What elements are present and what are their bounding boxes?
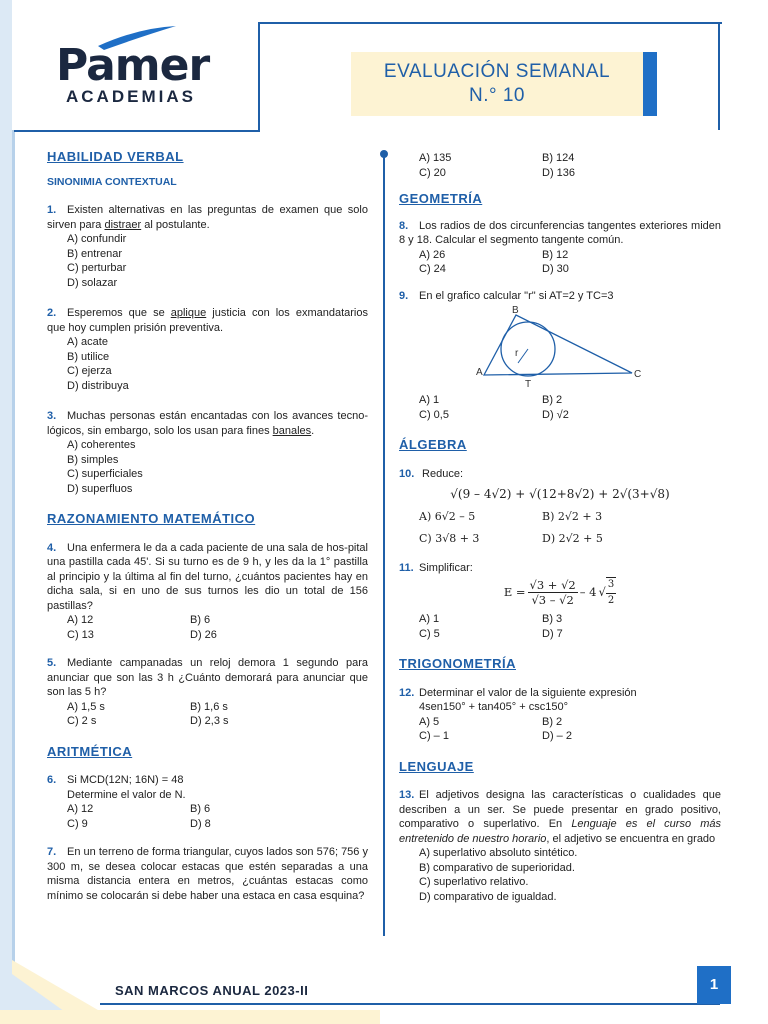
option: A) superlativo absoluto sintético. [419,847,578,859]
options-grid [399,510,721,547]
radius-label: r [515,348,519,359]
page-title [351,60,643,108]
question-text: En el grafico calcular "r" si AT=2 y TC=3 [419,289,614,302]
section-title: LENGUAJE [399,758,474,774]
question-number: 4. [47,541,57,554]
option: D) superfluos [67,482,133,495]
option: D) comparativo de igualdad. [419,890,557,903]
option: B) simples [67,453,119,466]
section-title: GEOMETRÍA [399,191,483,206]
options-grid [399,248,721,277]
fraction-denominator: 2 [607,594,615,606]
math-text: E = [503,585,526,600]
question-text: Muchas personas están encantadas con los avances tecno-lógicos, sin embargo, solo los usan para fines [47,410,368,437]
question-4 [47,541,368,614]
options-grid [47,613,368,642]
vertex-c-label: C [634,369,642,380]
options-grid [399,612,721,641]
option: B) 2 [542,715,563,728]
question-text: Si MCD(12N; 16N) = 48 [67,774,184,786]
option: B) comparativo de superioridad. [419,861,575,874]
option: C) superficiales [67,468,143,480]
option: B) 6 [190,803,211,815]
option: B) 2√2 + 3 [542,509,603,523]
option: C) 9 [67,817,88,830]
math-text: – 4 [579,585,597,600]
question-number: 13. [399,789,415,801]
option: D) distribuya [67,379,129,392]
question-6 [47,773,368,788]
left-decor-line [12,130,15,1024]
vertex-b-label: B [512,305,519,316]
question-number: 1. [47,204,57,216]
option: C) ejerza [67,365,112,377]
options-grid [399,393,721,422]
italic-example: Lenguaje es el curso más entretenido de nuestro horario [399,818,721,845]
question-number: 7. [47,846,57,858]
question-text: El adjetivos designa las características o cualidades que describen a un ser. Se puede presentar en grado positivo, comparativo o superlativo. En [399,789,721,830]
question-text: Una enfermera le da a cada paciente de una sala de hos-pital una pastilla cada 45'. Si su turno es de 9 h, y les da la 1° pastilla al principio y la última al fin del turno, ¿cuántos pacientes hay en dicha sala, si en uno de sus turnos les dio un total de 156 pastillas? [47,541,368,612]
footer-line [100,1003,720,1005]
question-1 [47,203,368,232]
question-number: 2. [47,307,57,319]
question-text: Simplificar: [419,561,473,574]
option: B) utilice [67,350,110,363]
option: C) 0,5 [419,408,449,421]
fraction-numerator: 3 [606,578,616,594]
section-title: RAZONAMIENTO MATEMÁTICO [47,511,256,526]
fraction [606,577,616,608]
option: B) 124 [542,152,575,164]
option: D) √2 [542,408,569,421]
question-text: , el adjetivo se encuentra en grado [546,832,716,845]
option: A) 26 [419,248,446,261]
option: B) 1,6 s [190,700,228,713]
fraction-numerator: √3 + √2 [529,577,576,592]
question-number: 12. [399,686,415,699]
left-decor-strip [0,0,12,1024]
question-text: Existen alternativas en las preguntas de examen que solo sirven para [47,204,368,231]
question-text: justicia con los exmandatarios que hoy cumplen prisión preventiva. [47,307,368,334]
question-text: Determine el valor de N. [67,788,186,801]
fraction [528,578,578,608]
frame-line [14,130,260,132]
option: A) 12 [67,614,94,626]
question-text: Esperemos que se [67,307,171,319]
option: C) superlativo relativo. [419,876,529,888]
vertex-a-label: A [476,367,483,378]
option: A) confundir [67,233,127,245]
logo-subtitle: ACADEMIAS [66,87,196,106]
question-7 [47,845,368,903]
option: D) 136 [542,166,576,179]
option: A) acate [67,336,108,348]
options-grid [399,715,721,744]
option: D) – 2 [542,730,572,742]
frame-line [718,22,720,130]
title-line-2: N.° 10 [468,85,525,106]
option: A) 1 [419,613,440,625]
option: D) 8 [190,817,211,830]
triangle-figure [474,303,734,393]
question-text: Reduce: [419,467,464,480]
option: B) 6 [190,614,211,626]
question-number: 11. [399,561,414,574]
fraction-denominator: √3 – √2 [531,593,574,607]
option: B) 3 [542,613,563,625]
question-number: 10. [399,467,415,480]
option: A) 6√2 – 5 [419,509,476,523]
section-subtitle: SINONIMIA CONTEXTUAL [47,175,177,188]
title-accent [643,52,657,116]
math-expression [399,577,721,608]
question-11 [399,561,721,576]
section-title: ARITMÉTICA [47,743,133,759]
question-2 [47,306,368,335]
option: C) 2 s [67,715,97,727]
section-title: TRIGONOMETRÍA [399,656,516,671]
page-number: 1 [697,966,731,1004]
option: D) 7 [542,627,563,640]
option: A) 1 [419,394,440,406]
question-text: al postulante. [141,218,210,231]
question-9 [399,289,721,304]
option: B) 12 [542,248,569,261]
section-title: HABILIDAD VERBAL [47,149,184,164]
options-grid [47,802,368,831]
underlined-word: distraer [104,218,142,231]
question-number: 5. [47,657,57,669]
question-12 [399,686,721,701]
sqrt-symbol: √ [598,585,606,600]
question-8 [399,219,721,248]
option: C) 20 [419,166,446,179]
question-text: En un terreno de forma triangular, cuyos lados son 576; 756 y 300 m, se desea colocar estacas que estén separadas a una misma distancia entera en metros, ¿cuántas estacas como mínimo se colocarán si debe haber una estaca en casa esquina? [47,846,368,902]
option: D) 2√2 + 5 [542,532,603,545]
options-grid [399,151,721,180]
question-text: Determinar el valor de la siguiente expresión [419,686,637,699]
option: D) 30 [542,263,569,275]
option: C) 24 [419,263,446,275]
tangent-point-label: T [525,379,532,390]
option: D) 2,3 s [190,715,229,727]
logo-name: Pamer [56,40,210,91]
underlined-word: aplique [170,307,207,319]
option: B) 2 [542,394,563,406]
option: A) coherentes [67,439,136,451]
option: A) 5 [419,715,440,728]
option: C) – 1 [419,730,449,742]
question-number: 8. [399,219,409,232]
question-10 [399,467,721,482]
title-line-1: EVALUACIÓN SEMANAL [383,61,611,82]
right-column [399,151,721,904]
underlined-word: banales [272,424,312,437]
option: C) 3√8 + 3 [419,532,480,545]
question-number: 9. [399,289,409,302]
left-column [47,150,368,903]
column-divider [383,156,385,936]
question-text: . [311,424,315,437]
option: A) 135 [419,152,452,164]
question-3 [47,409,368,438]
question-number: 3. [47,410,57,422]
option: C) 13 [67,628,94,641]
option: A) 12 [67,803,94,815]
question-text: Los radios de dos circunferencias tangentes exteriores miden 8 y 18. Calcular el segmento tangente común. [399,219,721,246]
footer-band [0,1010,380,1024]
section-title: ÁLGEBRA [399,437,467,452]
option: A) 1,5 s [67,700,105,713]
option: C) 5 [419,627,440,640]
option: B) entrenar [67,247,123,260]
question-text: Mediante campanadas un reloj demora 1 segundo para anunciar que son las 3 h ¿Cuánto demorará para anunciar que son las 5 h? [47,657,368,698]
column-divider-dot [380,150,388,158]
question-5 [47,656,368,700]
options-grid [47,700,368,729]
math-expression: 4sen150° + tan405° + csc150° [419,701,568,713]
option: D) 26 [190,628,217,641]
footer-label: SAN MARCOS ANUAL 2023-II [115,983,309,998]
option: D) solazar [67,276,118,289]
math-expression: √(9 – 4√2) + √(12+8√2) + 2√(3+√8) [450,487,670,501]
question-13 [399,788,721,846]
option: C) perturbar [67,262,127,274]
question-number: 6. [47,774,57,786]
